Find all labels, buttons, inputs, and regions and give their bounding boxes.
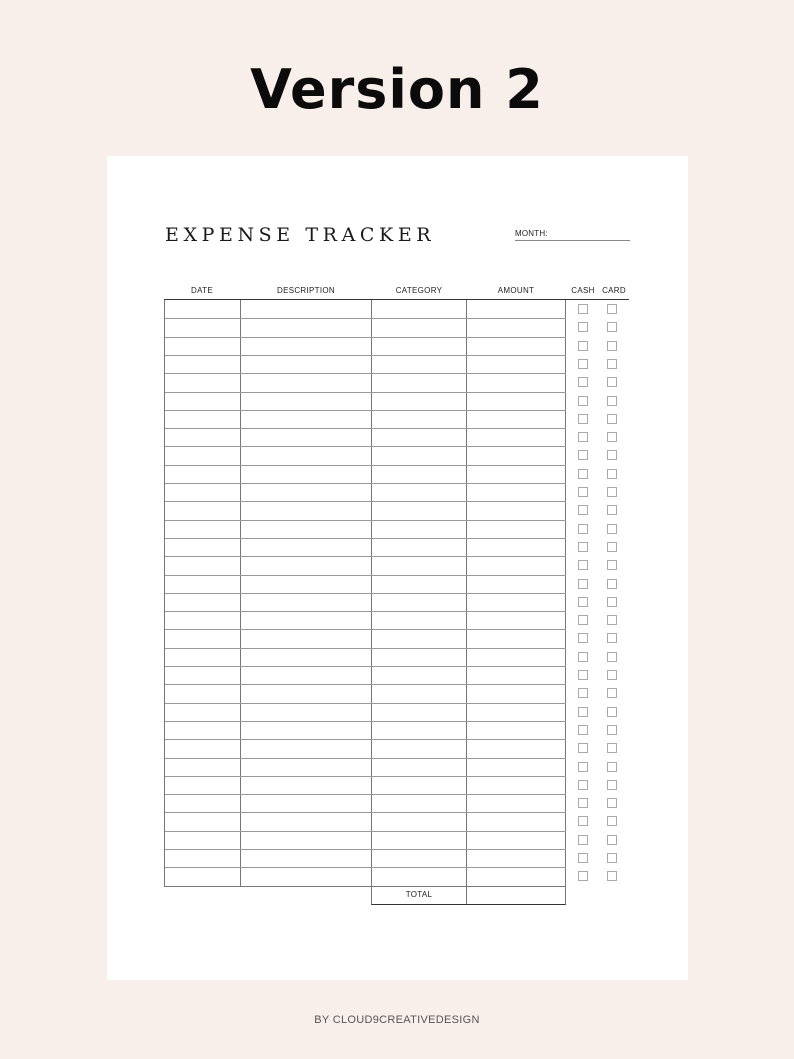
row-line <box>165 794 566 795</box>
cash-checkbox[interactable] <box>578 560 588 570</box>
cash-checkbox[interactable] <box>578 798 588 808</box>
row-line <box>165 318 566 319</box>
row-line <box>165 556 566 557</box>
card-checkbox[interactable] <box>607 725 617 735</box>
cash-checkbox[interactable] <box>578 450 588 460</box>
cash-checkbox[interactable] <box>578 835 588 845</box>
cash-checkbox[interactable] <box>578 853 588 863</box>
card-checkbox[interactable] <box>607 707 617 717</box>
row-line <box>165 373 566 374</box>
cash-checkbox[interactable] <box>578 304 588 314</box>
month-field-line <box>515 240 630 241</box>
card-checkbox[interactable] <box>607 798 617 808</box>
expense-tracker-sheet <box>107 156 688 980</box>
card-checkbox[interactable] <box>607 688 617 698</box>
card-checkbox[interactable] <box>607 542 617 552</box>
column-header-card: CARD <box>602 286 626 295</box>
card-checkbox[interactable] <box>607 359 617 369</box>
card-checkbox[interactable] <box>607 524 617 534</box>
row-line <box>165 538 566 539</box>
row-line <box>165 355 566 356</box>
row-line <box>165 721 566 722</box>
row-line <box>165 684 566 685</box>
row-line <box>165 593 566 594</box>
card-checkbox[interactable] <box>607 505 617 515</box>
card-checkbox[interactable] <box>607 780 617 790</box>
cash-checkbox[interactable] <box>578 359 588 369</box>
cash-checkbox[interactable] <box>578 871 588 881</box>
row-line <box>165 849 566 850</box>
card-checkbox[interactable] <box>607 487 617 497</box>
cash-checkbox[interactable] <box>578 725 588 735</box>
month-label: MONTH: <box>515 229 548 238</box>
page-headline: Version 2 <box>250 58 544 121</box>
card-checkbox[interactable] <box>607 396 617 406</box>
cash-checkbox[interactable] <box>578 597 588 607</box>
card-checkbox[interactable] <box>607 469 617 479</box>
row-line <box>165 758 566 759</box>
cash-checkbox[interactable] <box>578 707 588 717</box>
designer-credit: BY CLOUD9CREATIVEDESIGN <box>314 1014 480 1026</box>
card-checkbox[interactable] <box>607 743 617 753</box>
row-line <box>165 666 566 667</box>
card-checkbox[interactable] <box>607 853 617 863</box>
column-header-description: DESCRIPTION <box>277 286 335 295</box>
row-line <box>165 703 566 704</box>
cash-checkbox[interactable] <box>578 505 588 515</box>
row-line <box>165 867 566 868</box>
row-line <box>165 648 566 649</box>
card-checkbox[interactable] <box>607 615 617 625</box>
row-line <box>165 520 566 521</box>
row-line <box>165 776 566 777</box>
cash-checkbox[interactable] <box>578 816 588 826</box>
card-checkbox[interactable] <box>607 597 617 607</box>
cash-checkbox[interactable] <box>578 579 588 589</box>
cash-checkbox[interactable] <box>578 633 588 643</box>
card-checkbox[interactable] <box>607 560 617 570</box>
cash-checkbox[interactable] <box>578 396 588 406</box>
card-checkbox[interactable] <box>607 633 617 643</box>
column-header-amount: AMOUNT <box>497 286 535 295</box>
cash-checkbox[interactable] <box>578 743 588 753</box>
cash-checkbox[interactable] <box>578 414 588 424</box>
card-checkbox[interactable] <box>607 871 617 881</box>
total-row <box>371 886 566 905</box>
row-line <box>165 428 566 429</box>
cash-checkbox[interactable] <box>578 524 588 534</box>
row-line <box>165 392 566 393</box>
row-line <box>165 739 566 740</box>
card-checkbox[interactable] <box>607 432 617 442</box>
row-line <box>165 629 566 630</box>
card-checkbox[interactable] <box>607 816 617 826</box>
row-line <box>165 501 566 502</box>
cash-checkbox[interactable] <box>578 377 588 387</box>
card-checkbox[interactable] <box>607 304 617 314</box>
cash-checkbox[interactable] <box>578 432 588 442</box>
row-line <box>165 831 566 832</box>
cash-checkbox[interactable] <box>578 615 588 625</box>
card-checkbox[interactable] <box>607 835 617 845</box>
cash-checkbox[interactable] <box>578 688 588 698</box>
row-line <box>165 446 566 447</box>
row-line <box>165 575 566 576</box>
card-checkbox[interactable] <box>607 579 617 589</box>
cash-checkbox[interactable] <box>578 762 588 772</box>
expense-table-grid <box>164 300 566 887</box>
card-checkbox[interactable] <box>607 414 617 424</box>
cash-checkbox[interactable] <box>578 542 588 552</box>
row-line <box>165 812 566 813</box>
cash-checkbox[interactable] <box>578 670 588 680</box>
card-checkbox[interactable] <box>607 670 617 680</box>
card-checkbox[interactable] <box>607 341 617 351</box>
card-checkbox[interactable] <box>607 652 617 662</box>
cash-checkbox[interactable] <box>578 341 588 351</box>
row-line <box>165 465 566 466</box>
cash-checkbox[interactable] <box>578 780 588 790</box>
row-line <box>165 611 566 612</box>
sheet-title: EXPENSE TRACKER <box>165 224 436 246</box>
total-divider <box>466 886 467 904</box>
column-header-cash: CASH <box>571 286 595 295</box>
column-header-category: CATEGORY <box>395 286 443 295</box>
card-checkbox[interactable] <box>607 762 617 772</box>
column-header-date: DATE <box>191 286 213 295</box>
cash-checkbox[interactable] <box>578 322 588 332</box>
row-line <box>165 410 566 411</box>
row-line <box>165 337 566 338</box>
row-line <box>165 483 566 484</box>
total-label: TOTAL <box>405 890 433 899</box>
cash-checkbox[interactable] <box>578 487 588 497</box>
card-checkbox[interactable] <box>607 450 617 460</box>
card-checkbox[interactable] <box>607 322 617 332</box>
card-checkbox[interactable] <box>607 377 617 387</box>
cash-checkbox[interactable] <box>578 469 588 479</box>
cash-checkbox[interactable] <box>578 652 588 662</box>
